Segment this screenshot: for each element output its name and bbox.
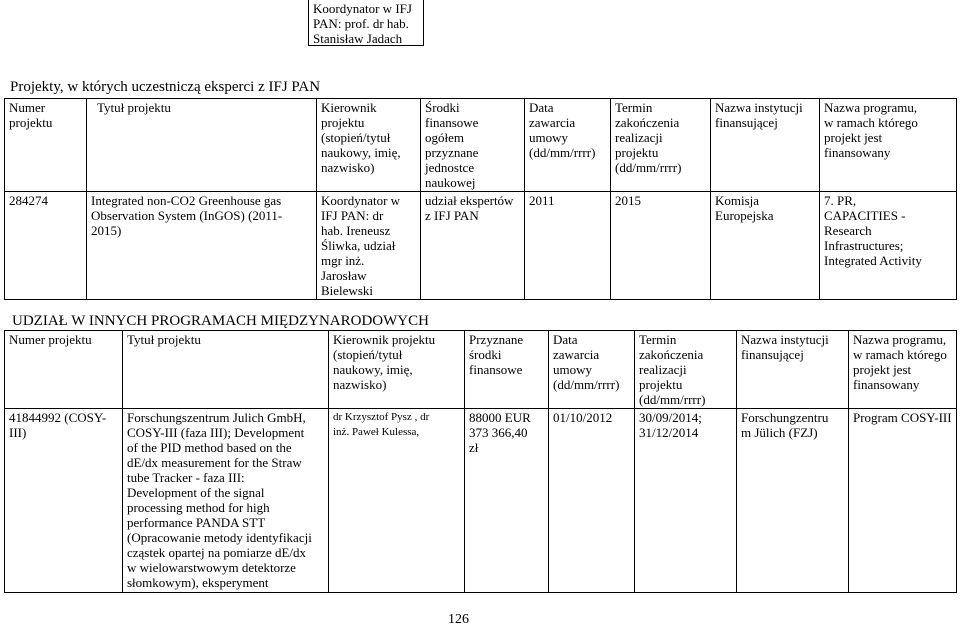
intl-programs-table bbox=[4, 330, 957, 593]
coordinator-line: Koordynator w IFJ bbox=[313, 1, 412, 16]
projects-header-row bbox=[5, 99, 957, 192]
header-end-date: Termin zakończenia realizacji projektu (dd/mm/rrrr) bbox=[611, 99, 711, 192]
cell-leader: Koordynator w IFJ PAN: dr hab. Ireneusz Śliwka, udział mgr inż. Jarosław Bielewski bbox=[317, 192, 421, 300]
header-number: Numer projektu bbox=[5, 99, 87, 192]
projects-table bbox=[4, 98, 957, 300]
header-start-date: Data zawarcia umowy (dd/mm/rrrr) bbox=[525, 99, 611, 192]
cell-funds: udział ekspertów z IFJ PAN bbox=[421, 192, 525, 300]
coordinator-header-cell bbox=[308, 0, 424, 46]
page-number: 126 bbox=[448, 612, 469, 627]
header-title: Tytuł projektu bbox=[87, 99, 317, 192]
coordinator-line: Stanisław Jadach bbox=[313, 31, 403, 46]
header-end-date: Termin zakończenia realizacji projektu (dd/mm/rrrr) bbox=[635, 331, 737, 409]
table-row bbox=[5, 192, 957, 300]
coordinator-line: PAN: prof. dr hab. bbox=[313, 16, 409, 31]
header-institution: Nazwa instytucji finansującej bbox=[737, 331, 849, 409]
cell-funds: 88000 EUR 373 366,40 zł bbox=[465, 409, 549, 593]
cell-start-date: 2011 bbox=[525, 192, 611, 300]
header-institution: Nazwa instytucji finansującej bbox=[711, 99, 820, 192]
cell-program: 7. PR, CAPACITIES - Research Infrastructures; Integrated Activity bbox=[820, 192, 957, 300]
cell-title: Forschungszentrum Julich GmbH, COSY-III (faza III); Development of the PID method based on the dE/dx measurement for the Straw tube Tracker - faza III: Development of the signal processing method for high performance PANDA STT (Opracowanie metody identyfikacji cząstek opartej na pomiarze dE/dx w wielowarstwowym detektorze słomkowym), eksperyment bbox=[123, 409, 329, 593]
header-program: Nazwa programu, w ramach którego projekt jest finansowany bbox=[820, 99, 957, 192]
header-leader: Kierownik projektu (stopień/tytuł naukowy, imię, nazwisko) bbox=[317, 99, 421, 192]
section2-title: UDZIAŁ W INNYCH PROGRAMACH MIĘDZYNARODOWYCH bbox=[12, 313, 429, 329]
header-start-date: Data zawarcia umowy (dd/mm/rrrr) bbox=[549, 331, 635, 409]
cell-end-date: 2015 bbox=[611, 192, 711, 300]
table-row bbox=[5, 409, 957, 593]
cell-leader: dr Krzysztof Pysz , dr inż. Paweł Kulessa, bbox=[329, 409, 465, 593]
cell-institution: Forschungzentru m Jülich (FZJ) bbox=[737, 409, 849, 593]
cell-title: Integrated non-CO2 Greenhouse gas Observation System (InGOS) (2011- 2015) bbox=[87, 192, 317, 300]
header-number: Numer projektu bbox=[5, 331, 123, 409]
section1-title: Projekty, w których uczestniczą eksperci z IFJ PAN bbox=[10, 79, 321, 95]
cell-start-date: 01/10/2012 bbox=[549, 409, 635, 593]
cell-number: 41844992 (COSY- III) bbox=[5, 409, 123, 593]
cell-institution: Komisja Europejska bbox=[711, 192, 820, 300]
header-program: Nazwa programu, w ramach którego projekt jest finansowany bbox=[849, 331, 957, 409]
intl-header-row bbox=[5, 331, 957, 409]
header-funds: Przyznane środki finansowe bbox=[465, 331, 549, 409]
header-funds: Środki finansowe ogółem przyznane jednostce naukowej bbox=[421, 99, 525, 192]
cell-end-date: 30/09/2014; 31/12/2014 bbox=[635, 409, 737, 593]
cell-number: 284274 bbox=[5, 192, 87, 300]
header-leader: Kierownik projektu (stopień/tytuł naukowy, imię, nazwisko) bbox=[329, 331, 465, 409]
header-title: Tytuł projektu bbox=[123, 331, 329, 409]
cell-program: Program COSY-III bbox=[849, 409, 957, 593]
